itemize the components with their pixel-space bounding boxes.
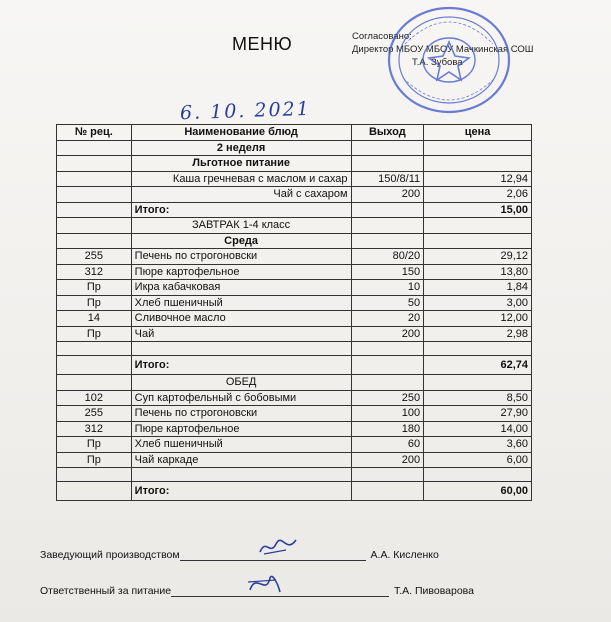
- col-header-out: Выход: [351, 125, 424, 141]
- handwritten-date: 6. 10. 2021: [179, 97, 312, 125]
- cell-price: 3,60: [424, 437, 532, 453]
- breakfast-label: ЗАВТРАК 1-4 класс: [131, 218, 351, 234]
- cell-name: Суп картофельный с бобовыми: [131, 390, 351, 406]
- head-name: А.А. Кисленко: [370, 549, 439, 561]
- cell-out: 50: [351, 295, 424, 311]
- table-row: [57, 171, 532, 187]
- cell-rec: Пр: [57, 437, 132, 453]
- cell-name: Пюре картофельное: [131, 421, 351, 437]
- cell-out: 100: [351, 406, 424, 422]
- empty-row: [57, 468, 532, 482]
- total-label: Итого:: [131, 356, 351, 375]
- lunch-total-row: [57, 482, 532, 501]
- empty-row: [57, 342, 532, 356]
- cell-name: Хлеб пшеничный: [131, 437, 351, 453]
- lunch-header-row: [57, 375, 532, 391]
- breakfast-total-row: [57, 356, 532, 375]
- table-header-row: [57, 125, 532, 141]
- signature-scribble-icon: [256, 534, 300, 560]
- col-header-name: Наименование блюд: [131, 125, 351, 141]
- cell-price: 29,12: [424, 249, 532, 265]
- day-label: Среда: [131, 233, 351, 249]
- cell-rec: [57, 187, 132, 203]
- cell-rec: 102: [57, 390, 132, 406]
- week-label: 2 неделя: [131, 140, 351, 156]
- total-label: Итого:: [131, 482, 351, 501]
- table-row: [57, 326, 532, 342]
- cell-price: 27,90: [424, 406, 532, 422]
- cell-out: 80/20: [351, 249, 424, 265]
- cell-rec: 14: [57, 311, 132, 327]
- cell-out: 10: [351, 280, 424, 296]
- table-row: [57, 452, 532, 468]
- total-value: 60,00: [424, 482, 532, 501]
- table-row: [57, 280, 532, 296]
- cell-rec: [57, 171, 132, 187]
- signature-scribble-icon: [244, 570, 284, 598]
- table-row: [57, 311, 532, 327]
- cell-rec: 255: [57, 406, 132, 422]
- cell-price: 12,94: [424, 171, 532, 187]
- total-label: Итого:: [131, 202, 351, 218]
- table-row: [57, 264, 532, 280]
- cell-price: 13,80: [424, 264, 532, 280]
- table-row: [57, 249, 532, 265]
- cell-rec: 312: [57, 264, 132, 280]
- cell-rec: Пр: [57, 326, 132, 342]
- total-value: 15,00: [424, 202, 532, 218]
- cell-rec: 312: [57, 421, 132, 437]
- cell-price: 6,00: [424, 452, 532, 468]
- table-row: [57, 187, 532, 203]
- total-value: 62,74: [424, 356, 532, 375]
- cell-out: 200: [351, 326, 424, 342]
- cell-name: Хлеб пшеничный: [131, 295, 351, 311]
- lunch-label: ОБЕД: [131, 375, 351, 391]
- approval-line-1: Согласовано:: [352, 31, 412, 42]
- menu-table: [56, 124, 532, 501]
- cell-name: Пюре картофельное: [131, 264, 351, 280]
- cell-out: 250: [351, 390, 424, 406]
- cell-out: 200: [351, 187, 424, 203]
- cell-name: Чай каркаде: [131, 452, 351, 468]
- resp-name: Т.А. Пивоварова: [393, 585, 474, 597]
- cell-price: 2,06: [424, 187, 532, 203]
- signature-line-head: [40, 548, 439, 561]
- table-row: [57, 390, 532, 406]
- cell-rec: 255: [57, 249, 132, 265]
- page-title: МЕНЮ: [232, 34, 293, 54]
- col-header-rec: № рец.: [57, 125, 132, 141]
- breakfast-header-row: [57, 218, 532, 234]
- cell-out: 200: [351, 452, 424, 468]
- table-row: [57, 437, 532, 453]
- cell-out: 20: [351, 311, 424, 327]
- table-row: [57, 406, 532, 422]
- cell-name: Сливочное масло: [131, 311, 351, 327]
- cell-name: Печень по строгоновски: [131, 249, 351, 265]
- cell-out: 180: [351, 421, 424, 437]
- resp-label: Ответственный за питание: [40, 585, 172, 597]
- cell-name: Каша гречневая с маслом и сахар: [131, 171, 351, 187]
- day-row: [57, 233, 532, 249]
- cell-price: 8,50: [424, 390, 532, 406]
- approval-line-2: Директор МБОУ МБОУ Мачкинская СОШ: [352, 44, 534, 55]
- cell-price: 14,00: [424, 421, 532, 437]
- cell-out: 150/8/11: [351, 171, 424, 187]
- benefit-label: Льготное питание: [131, 156, 351, 172]
- cell-out: 150: [351, 264, 424, 280]
- table-row: [57, 295, 532, 311]
- cell-name: Печень по строгоновски: [131, 406, 351, 422]
- cell-rec: Пр: [57, 280, 132, 296]
- cell-rec: Пр: [57, 452, 132, 468]
- benefit-header-row: [57, 156, 532, 172]
- cell-rec: Пр: [57, 295, 132, 311]
- official-stamp-icon: [385, 4, 513, 116]
- cell-price: 2,98: [424, 326, 532, 342]
- benefit-total-row: [57, 202, 532, 218]
- table-row: [57, 421, 532, 437]
- cell-out: 60: [351, 437, 424, 453]
- approval-line-3: Т.А. Зубова: [412, 57, 463, 68]
- col-header-price: цена: [424, 125, 532, 141]
- cell-price: 3,00: [424, 295, 532, 311]
- week-row: [57, 140, 532, 156]
- cell-price: 1,84: [424, 280, 532, 296]
- cell-name: Чай: [131, 326, 351, 342]
- cell-name: Икра кабачковая: [131, 280, 351, 296]
- head-label: Заведующий производством: [40, 549, 180, 561]
- cell-price: 12,00: [424, 311, 532, 327]
- cell-name: Чай с сахаром: [131, 187, 351, 203]
